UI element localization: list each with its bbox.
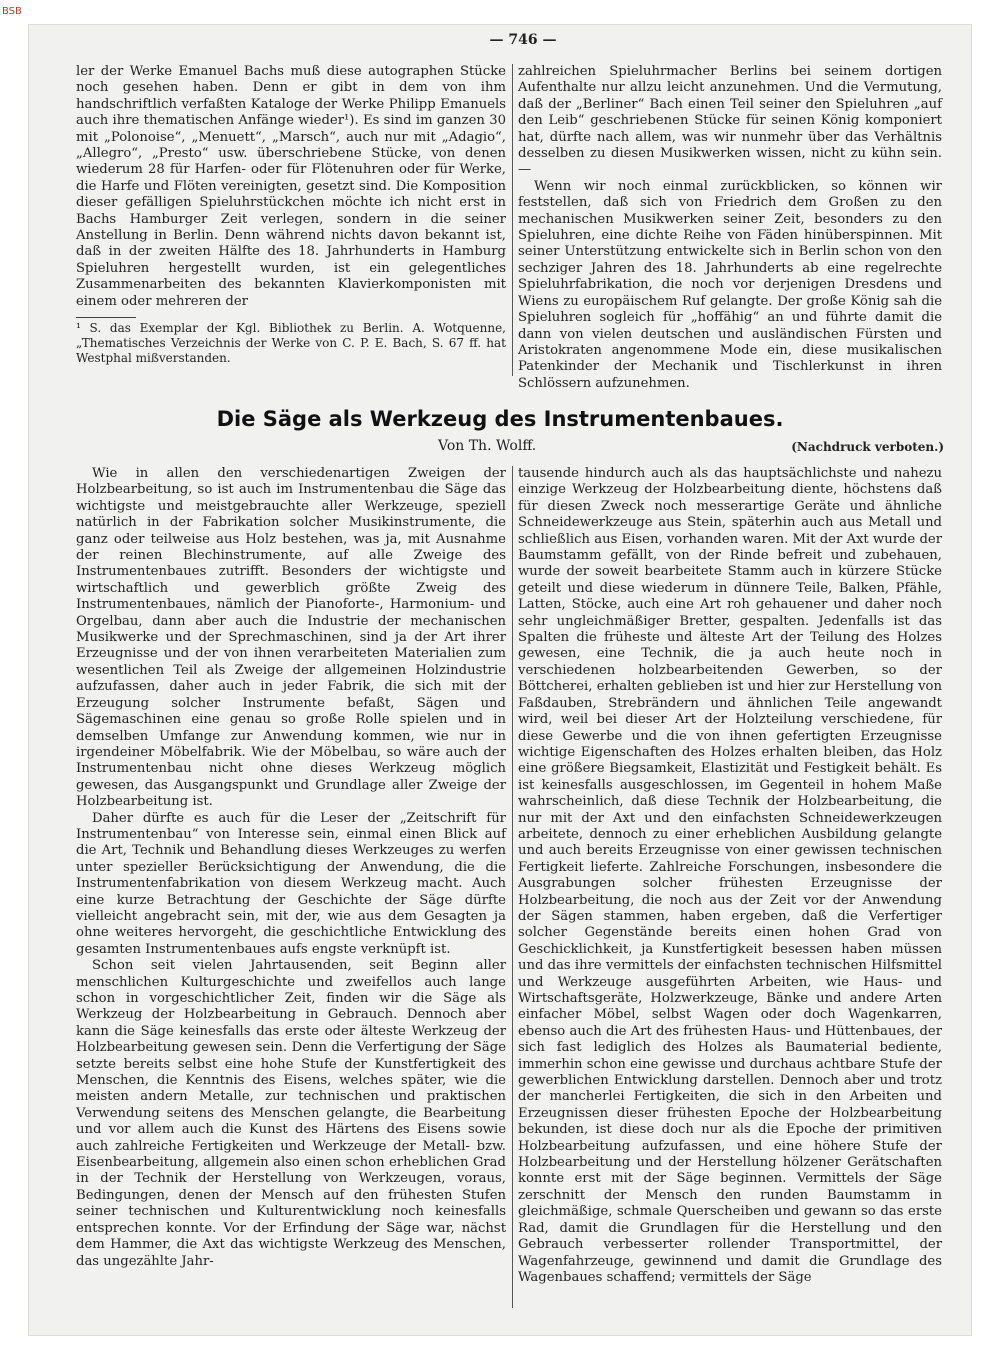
top-column-divider (512, 64, 513, 376)
top-right-column (518, 64, 942, 392)
top-right-paragraph-2: Wenn wir noch einmal zurückblicken, so können wir feststellen, daß sich von Friedrich dem Großen zu den mechanischen Musikwerken seiner Zeit, besonders zu den Spieluhren, eine dichte Reihe von Fäden hinüberspinnen. Mit seiner Unterstützung entwickelte sich in Berlin schon von den sechziger Jahren des 18. Jahrhunderts ab eine regelrechte Spieluhrfabrikation, die noch vor derjenigen Dresdens und Wiens zu europäischem Ruf gelangte. Der große König sah die Spieluhren sogleich für „hoffähig“ an und führte damit die dann von vielen deutschen und ausländischen Fürsten und Aristokraten angenommene Mode ein, diese musikalischen Patenkinder der Mechanik und Tischlerkunst in ihren Schlössern aufzunehmen. (518, 178, 942, 391)
reprint-notice: (Nachdruck verboten.) (791, 440, 944, 454)
footnote-rule (76, 317, 136, 318)
article-left-paragraph-1: Wie in allen den verschiedenartigen Zweigen der Holzbearbeitung, so ist auch im Instrumentenbau die Säge das wichtigste und meistgebrauchte aller Werkzeuge, speziell natürlich in der Fabrikation solcher Musikinstrumente, die ganz oder teilweise aus Holz bestehen, was ja, mit Ausnahme der reinen Blechinstrumente, auf alle Zweige des Instrumentenbaues zutrifft. Besonders der wichtigste und wirtschaftlich und gewerblich größte Zweig des Instrumentenbaues, nämlich der Pianoforte-, Harmonium- und Orgelbau, dann aber auch die Industrie der mechanischen Musikwerke und der Sprechmaschinen, sind ja der Art ihrer Erzeugnisse und der von ihnen verarbeiteten Materialien zum wesentlichen Teil als Zweige der allgemeinen Holzindustrie aufzufassen, daher auch in jeder Fabrik, die sich mit der Erzeugung solcher Instrumente befaßt, Sägen und Sägemaschinen eine genau so große Rolle spielen und in demselben Umfange zur Anwendung kommen, wie nur in irgendeiner Möbelfabrik. Wie der Möbelbau, so wäre auch der Instrumentenbau nicht ohne dieses Werkzeug möglich gewesen, das Ausgangspunkt und Grundlage aller Zweige der Holzbearbeitung ist. (76, 466, 506, 810)
top-left-paragraph: ler der Werke Emanuel Bachs muß diese autographen Stücke noch gesehen haben. Denn er gibt in dem von ihm handschriftlich verfaßten Kataloge der Werke Philipp Emanuels auch ihre thematischen Anfänge wieder¹). Es sind im ganzen 30 mit „Polonoise“, „Menuett“, „Marsch“, auch nur mit „Adagio“, „Allegro“, „Presto“ usw. überschriebene Stücke, von denen wiederum 28 für Harfen- oder für Flötenuhren oder für Werke, die Harfe und Flöten vereinigten, gesetzt sind. Die Komposition dieser gefälligen Spieluhrstückchen möchte ich nicht erst in Bachs Hamburger Zeit verlegen, sondern in die seiner Anstellung in Berlin. Denn während nichts davon bekannt ist, daß in der zweiten Hälfte des 18. Jahrhunderts in Hamburg Spieluhren hergestellt wurden, ist ein gelegentliches Zusammenarbeiten des bekannten Klavierkomponisten mit einem oder mehreren der (76, 64, 506, 309)
article-title: Die Säge als Werkzeug des Instrumentenbaues. (216, 407, 784, 431)
article-author: Von Th. Wolff. (438, 438, 537, 454)
article-left-paragraph-3: Schon seit vielen Jahrtausenden, seit Beginn aller menschlichen Kulturgeschichte und zweifellos auch lange schon in vorgeschichtlicher Zeit, finden wir die Säge als Werkzeug der Holzbearbeitung in Gebrauch. Dennoch aber kann die Säge keinesfalls das erste oder älteste Werkzeug der Holzbearbeitung gewesen sein. Denn die Verfertigung der Säge setzte bereits selbst eine hohe Stufe der Kunstfertigkeit des Menschen, die Kenntnis des Eisens, welches später, wie die meisten andern Metalle, zur technischen und praktischen Verwendung seitens des Menschen gelangte, die Bearbeitung und vor allem auch die Kunst des Härtens des Eisens sowie auch zahlreiche Fertigkeiten und Werkzeuge der Metall- bzw. Eisenbearbeitung, allgemein also einen schon erheblichen Grad in der Technik der Herstellung von Werkzeugen, voraus, Bedingungen, denen der Mensch auf den frühesten Stufen seiner technischen und Kulturentwicklung noch keinesfalls entsprechen konnte. Vor der Erfindung der Säge war, nächst dem Hammer, die Axt das wichtigste Werkzeug des Menschen, das ungezählte Jahr- (76, 958, 506, 1269)
article-right-paragraph-1: tausende hindurch auch als das hauptsächlichste und nahezu einzige Werkzeug der Holzbearbeitung diente, höchstens daß für diesen Zweck noch messerartige Geräte und ähnliche Schneidewerkzeuge aus Stein, späterhin auch aus Metall und schließlich aus Eisen, vorhanden waren. Mit der Axt wurde der Baumstamm gefällt, von der Rinde befreit und zubehauen, wurde der soweit bearbeitete Stamm auch in kürzere Stücke geteilt und diese wiederum in dünnere Teile, Balken, Pfähle, Latten, Stöcke, auch eine Art roh gehauener und daher noch sehr ungleichmäßiger Bretter, gespalten. Jedenfalls ist das Spalten die früheste und älteste Art der Teilung des Holzes gewesen, eine Technik, die ja auch heute noch in verschiedenen holzbearbeitenden Gewerben, so der Böttcherei, erhalten geblieben ist und hier zur Herstellung von Faßdauben, Strebrändern und ähnlichen Teile angewandt wird, weil bei dieser Art der Holzteilung verschiedene, für diese Gewerbe und die von ihnen gefertigten Erzeugnisse wichtige Eigenschaften des Holzes erhalten bleiben, das Holz eine größere Biegsamkeit, Elastizität und Festigkeit behält. Es ist keinesfalls ausgeschlossen, im Gegenteil in hohem Maße wahrscheinlich, daß diese Technik der Holzbearbeitung, die nur mit der Axt und den einfachsten Schneidewerkzeugen arbeitete, dennoch zu einer erheblichen Ausbildung gelangte und auch bereits Erzeugnisse von einer gewissen technischen Fertigkeit lieferte. Zahlreiche Forschungen, insbesondere die Ausgrabungen solcher frühesten Erzeugnisse der Holzbearbeitung, die noch aus der Zeit vor der Anwendung der Sägen stammen, haben ergeben, daß die Verfertiger solcher Gegenstände bereits einen hohen Grad von Geschicklichkeit, ja Kunstfertigkeit besessen haben müssen und das ihre vermittels der einfachsten technischen Hilfsmittel und Werkzeuge ausgeführten Arbeiten, wie Haus- und Wirtschaftsgeräte, Holzwerkzeuge, Bänke und andere Arten einfacher Möbel, selbst Wagen oder doch Wagenkarren, ebenso auch die Art des frühesten Haus- und Hüttenbaues, der sich fast lediglich des Holzes als Baumaterial bediente, immerhin schon eine gewisse und durchaus achtbare Stufe der gewerblichen Entwicklung darstellen. Dennoch aber und trotz der mancherlei Fertigkeiten, die sich in den Arbeiten und Erzeugnissen dieser frühesten Epoche der Holzbearbeitung bekunden, ist diese doch nur als die Epoche der primitiven Holzbearbeitung aufzufassen, und eine höhere Stufe der Holzbearbeitung und der Herstellung hölzener Gerätschaften konnte erst mit der Säge beginnen. Vermittels der Säge zerschnitt der Mensch den runden Baumstamm in gleichmäßige, schmale Querscheiben und gewann so das erste Rad, damit die Grundlagen für die Herstellung und den Gebrauch verbesserter rollender Transportmittel, der Wagenfahrzeuge, gewinnend und damit die Grundlage des Wagenbaues schaffend; vermittels der Säge (518, 466, 942, 1285)
top-right-paragraph-1: zahlreichen Spieluhrmacher Berlins bei seinem dortigen Aufenthalte nur allzu leicht anzunehmen. Und die Vermutung, daß der „Berliner“ Bach einen Teil seiner den Spieluhren „auf den Leib“ geschriebenen Stücke für seinen König komponiert hat, dürfte nach allem, was wir nunmehr über das Verhältnis desselben zu diesen Musikwerken wissen, nicht zu kühn sein. — (518, 64, 942, 178)
library-mark: BSB (2, 6, 22, 17)
top-left-column (76, 64, 506, 310)
page-number: — 746 — (489, 32, 557, 48)
page-sheet (28, 24, 972, 1336)
article-left-paragraph-2: Daher dürfte es auch für die Leser der „Zeitschrift für Instrumentenbau“ von Interesse sein, einmal einen Blick auf die Art, Technik und Behandlung dieses Werkzeuges zu werfen unter spezieller Berücksichtigung der Anwendung, die die Instrumentenfabrikation von diesem Werkzeug macht. Auch eine kurze Betrachtung der Geschichte der Säge dürfte vielleicht angebracht sein, mit der, wie aus dem Gesagten ja ohne weiteres hervorgeht, die geschichtliche Entwicklung des gesamten Instrumentenbaues aufs engste verknüpft ist. (76, 810, 506, 957)
article-left-column (76, 466, 506, 1270)
article-right-column (518, 466, 942, 1286)
article-column-divider (512, 466, 513, 1308)
footnote: ¹ S. das Exemplar der Kgl. Bibliothek zu Berlin. A. Wotquenne, „Thematisches Verzeichnis der Werke von C. P. E. Bach, S. 67 ff. hat Westphal mißverstanden. (76, 321, 506, 365)
